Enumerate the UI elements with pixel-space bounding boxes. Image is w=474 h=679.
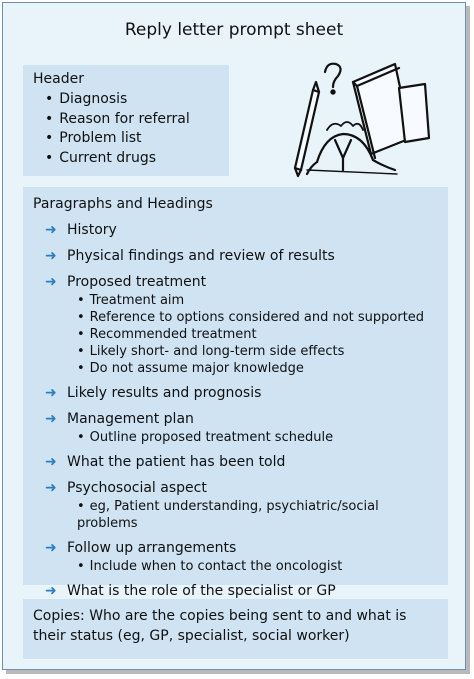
prompt-sheet <box>2 2 466 670</box>
list-item: • Reason for referral <box>45 110 219 130</box>
arrow-right-icon: ➜ <box>45 248 57 264</box>
sub-list-item: • Reference to options considered and not supported <box>77 309 438 326</box>
arrow-right-icon: ➜ <box>45 540 57 556</box>
item-label: What is the role of the specialist or GP <box>67 583 336 599</box>
header-section <box>23 65 229 176</box>
item-label: Physical findings and review of results <box>67 248 335 264</box>
sub-list <box>33 292 438 377</box>
header-list <box>33 90 219 168</box>
arrow-right-icon: ➜ <box>45 480 57 496</box>
arrow-right-icon: ➜ <box>45 583 57 599</box>
list-item <box>33 452 438 472</box>
item-label: Proposed treatment <box>67 274 207 290</box>
item-label: Follow up arrangements <box>67 540 237 556</box>
sub-list-item: • eg, Patient understanding, psychiatric/social problems <box>77 498 438 532</box>
sub-list-item: • Outline proposed treatment schedule <box>77 429 438 446</box>
arrow-right-icon: ➜ <box>45 454 57 470</box>
list-item <box>33 383 438 403</box>
arrow-right-icon: ➜ <box>45 411 57 427</box>
page-title: Reply letter prompt sheet <box>124 20 344 40</box>
arrow-right-icon: ➜ <box>45 385 57 401</box>
header-section-heading: Header <box>33 71 84 87</box>
item-label: History <box>67 222 117 238</box>
sub-list-item: • Include when to contact the oncologist <box>77 558 438 575</box>
list-item <box>33 538 438 558</box>
item-label: Likely results and prognosis <box>67 385 262 401</box>
list-item <box>33 220 438 240</box>
sub-list <box>33 429 438 446</box>
item-label: What the patient has been told <box>67 454 286 470</box>
sub-list-item: • Recommended treatment <box>77 326 438 343</box>
sub-list-item: • Do not assume major knowledge <box>77 360 438 377</box>
list-item <box>33 272 438 292</box>
copies-section: Copies: Who are the copies being sent to and what is their status (eg, GP, specialist, social worker) <box>23 599 448 659</box>
paragraphs-section <box>23 187 448 599</box>
arrow-right-icon: ➜ <box>45 274 57 290</box>
list-item <box>33 246 438 266</box>
list-item <box>33 581 438 601</box>
sub-list-item: • Treatment aim <box>77 292 438 309</box>
sub-list-item: • Likely short- and long-term side effects <box>77 343 438 360</box>
sub-list <box>33 558 438 575</box>
list-item <box>33 478 438 498</box>
list-item: • Current drugs <box>45 149 219 169</box>
list-item: • Problem list <box>45 129 219 149</box>
list-item <box>33 409 438 429</box>
puzzled-writer-illustration <box>287 58 432 178</box>
paragraphs-section-heading: Paragraphs and Headings <box>33 196 213 212</box>
item-label: Psychosocial aspect <box>67 480 207 496</box>
item-label: Management plan <box>67 411 194 427</box>
sub-list <box>33 498 438 532</box>
arrow-right-icon: ➜ <box>45 222 57 238</box>
list-item: • Diagnosis <box>45 90 219 110</box>
